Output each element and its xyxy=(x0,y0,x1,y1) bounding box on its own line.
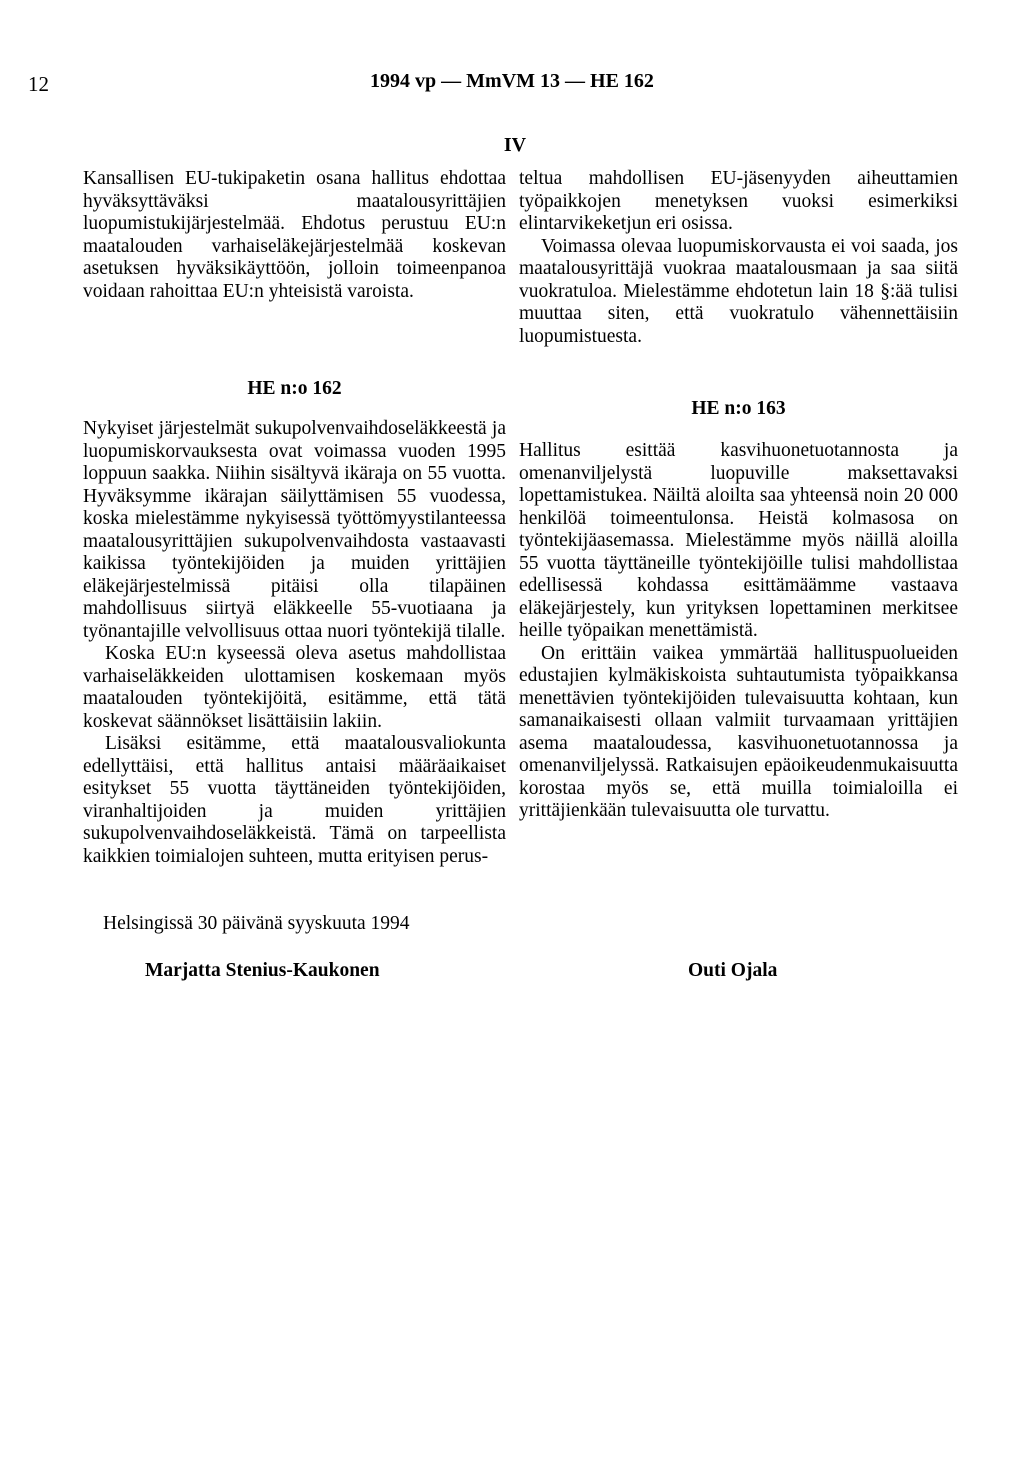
right-paragraph-continued: teltua mahdollisen EU-jäsenyyden aiheuttamien työpaikkojen menetyksen vuoksi esimerkiksi elintarvikeketjun eri osissa. xyxy=(519,168,958,234)
signatory-left: Marjatta Stenius-Kaukonen xyxy=(145,960,380,981)
page-number: 12 xyxy=(28,72,49,96)
right-paragraph-1: Voimassa olevaa luopumiskorvausta ei voi saada, jos maatalousyrittäjä vuokraa maatalousmaan ja saa siitä vuokratuloa. Mielestämme ehdotetun lain 18 §:ää tulisi muuttaa siten, että vuokratulo vähennettäisiin luopumistuesta. xyxy=(519,235,958,347)
heading-he-162: HE n:o 162 xyxy=(247,378,342,399)
running-head: 1994 vp — MmVM 13 — HE 162 xyxy=(370,70,654,92)
right-paragraph-2: Hallitus esittää kasvihuonetuotannosta ja omenanviljelystä luopuville maksettavaksi lopettamistukea. Näiltä aloilta saa yhteensä noin 20 000 henkilöä toimeentulonsa. Heistä kolmasosa on työntekijäasemassa. Mielestämme myös näillä aloilla 55 vuotta täyttäneille työntekijöille tulisi mahdollistaa edellisessä kohdassa esittämäämme vastaava eläkejärjestely, kun yrityksen lopettaminen merkitsee heille työpaikan menettämistä. xyxy=(519,440,958,641)
left-intro-block xyxy=(83,168,506,303)
left-paragraph-3: Lisäksi esitämme, että maatalousvaliokunta edellyttäisi, että hallitus antaisi määräaikaiset esitykset 55 vuotta täyttäneiden työntekijöiden, viranhaltijoiden ja muiden yrittäjien sukupolvenvaihdoseläkkeistä. Tämä on tarpeellista kaikkien toimialojen suhteen, mutta erityisen perus- xyxy=(83,733,506,867)
right-body-block xyxy=(519,440,958,823)
right-top-block xyxy=(519,168,958,348)
left-paragraph-2: Koska EU:n kyseessä oleva asetus mahdollistaa varhaiseläkkeiden ulottamisen koskemaan myös maatalouden työntekijöitä, esitämme, että tätä koskevat säännökset lisättäisiin lakiin. xyxy=(83,643,506,732)
left-intro-paragraph: Kansallisen EU-tukipaketin osana hallitus ehdottaa hyväksyttäväksi maatalousyrittäjien luopumistukijärjestelmää. Ehdotus perustuu EU:n maatalouden varhaiseläkejärjestelmää koskevan asetuksen hyväksikäyttöön, jolloin toimeenpanoa voidaan rahoittaa EU:n yhteisistä varoista. xyxy=(83,168,506,302)
section-numeral: IV xyxy=(503,134,527,156)
left-paragraph-1: Nykyiset järjestelmät sukupolvenvaihdoseläkkeestä ja luopumiskorvauksesta ovat voimassa vuoden 1995 loppuun saakka. Niihin sisältyvä ikäraja on 55 vuotta. Hyväksymme ikärajan säilyttämisen 55 vuodessa, koska mielestämme nykyisessä työttömyystilanteessa maatalousyrittäjien sukupolvenvaihdosta vastaavasti kaikissa työntekijöiden ja muiden yrittäjien eläkejärjestelmissä pitäisi olla tilapäinen mahdollisuus siirtyä eläkkeelle 55-vuotiaana ja työnantajille velvollisuus ottaa nuori työntekijä tilalle. xyxy=(83,418,506,642)
right-paragraph-3: On erittäin vaikea ymmärtää hallituspuolueiden edustajien kylmäkiskoista suhtautumista työpaikkansa menettävien työntekijöiden tulevaisuutta kohtaan, kun samanaikaisesti ollaan valmiit turvaamaan yrittäjien asema maataloudessa, kasvihuonetuotannossa ja omenanviljelyssä. Ratkaisujen epäoikeudenmukaisuutta korostaa myös se, että muilla toimialoilla ei yrittäjienkään tulevaisuutta ole turvattu. xyxy=(519,642,958,821)
heading-he-163: HE n:o 163 xyxy=(691,398,786,419)
place-date: Helsingissä 30 päivänä syyskuuta 1994 xyxy=(103,913,410,934)
left-body-block xyxy=(83,418,506,868)
signatory-right: Outi Ojala xyxy=(688,960,778,981)
